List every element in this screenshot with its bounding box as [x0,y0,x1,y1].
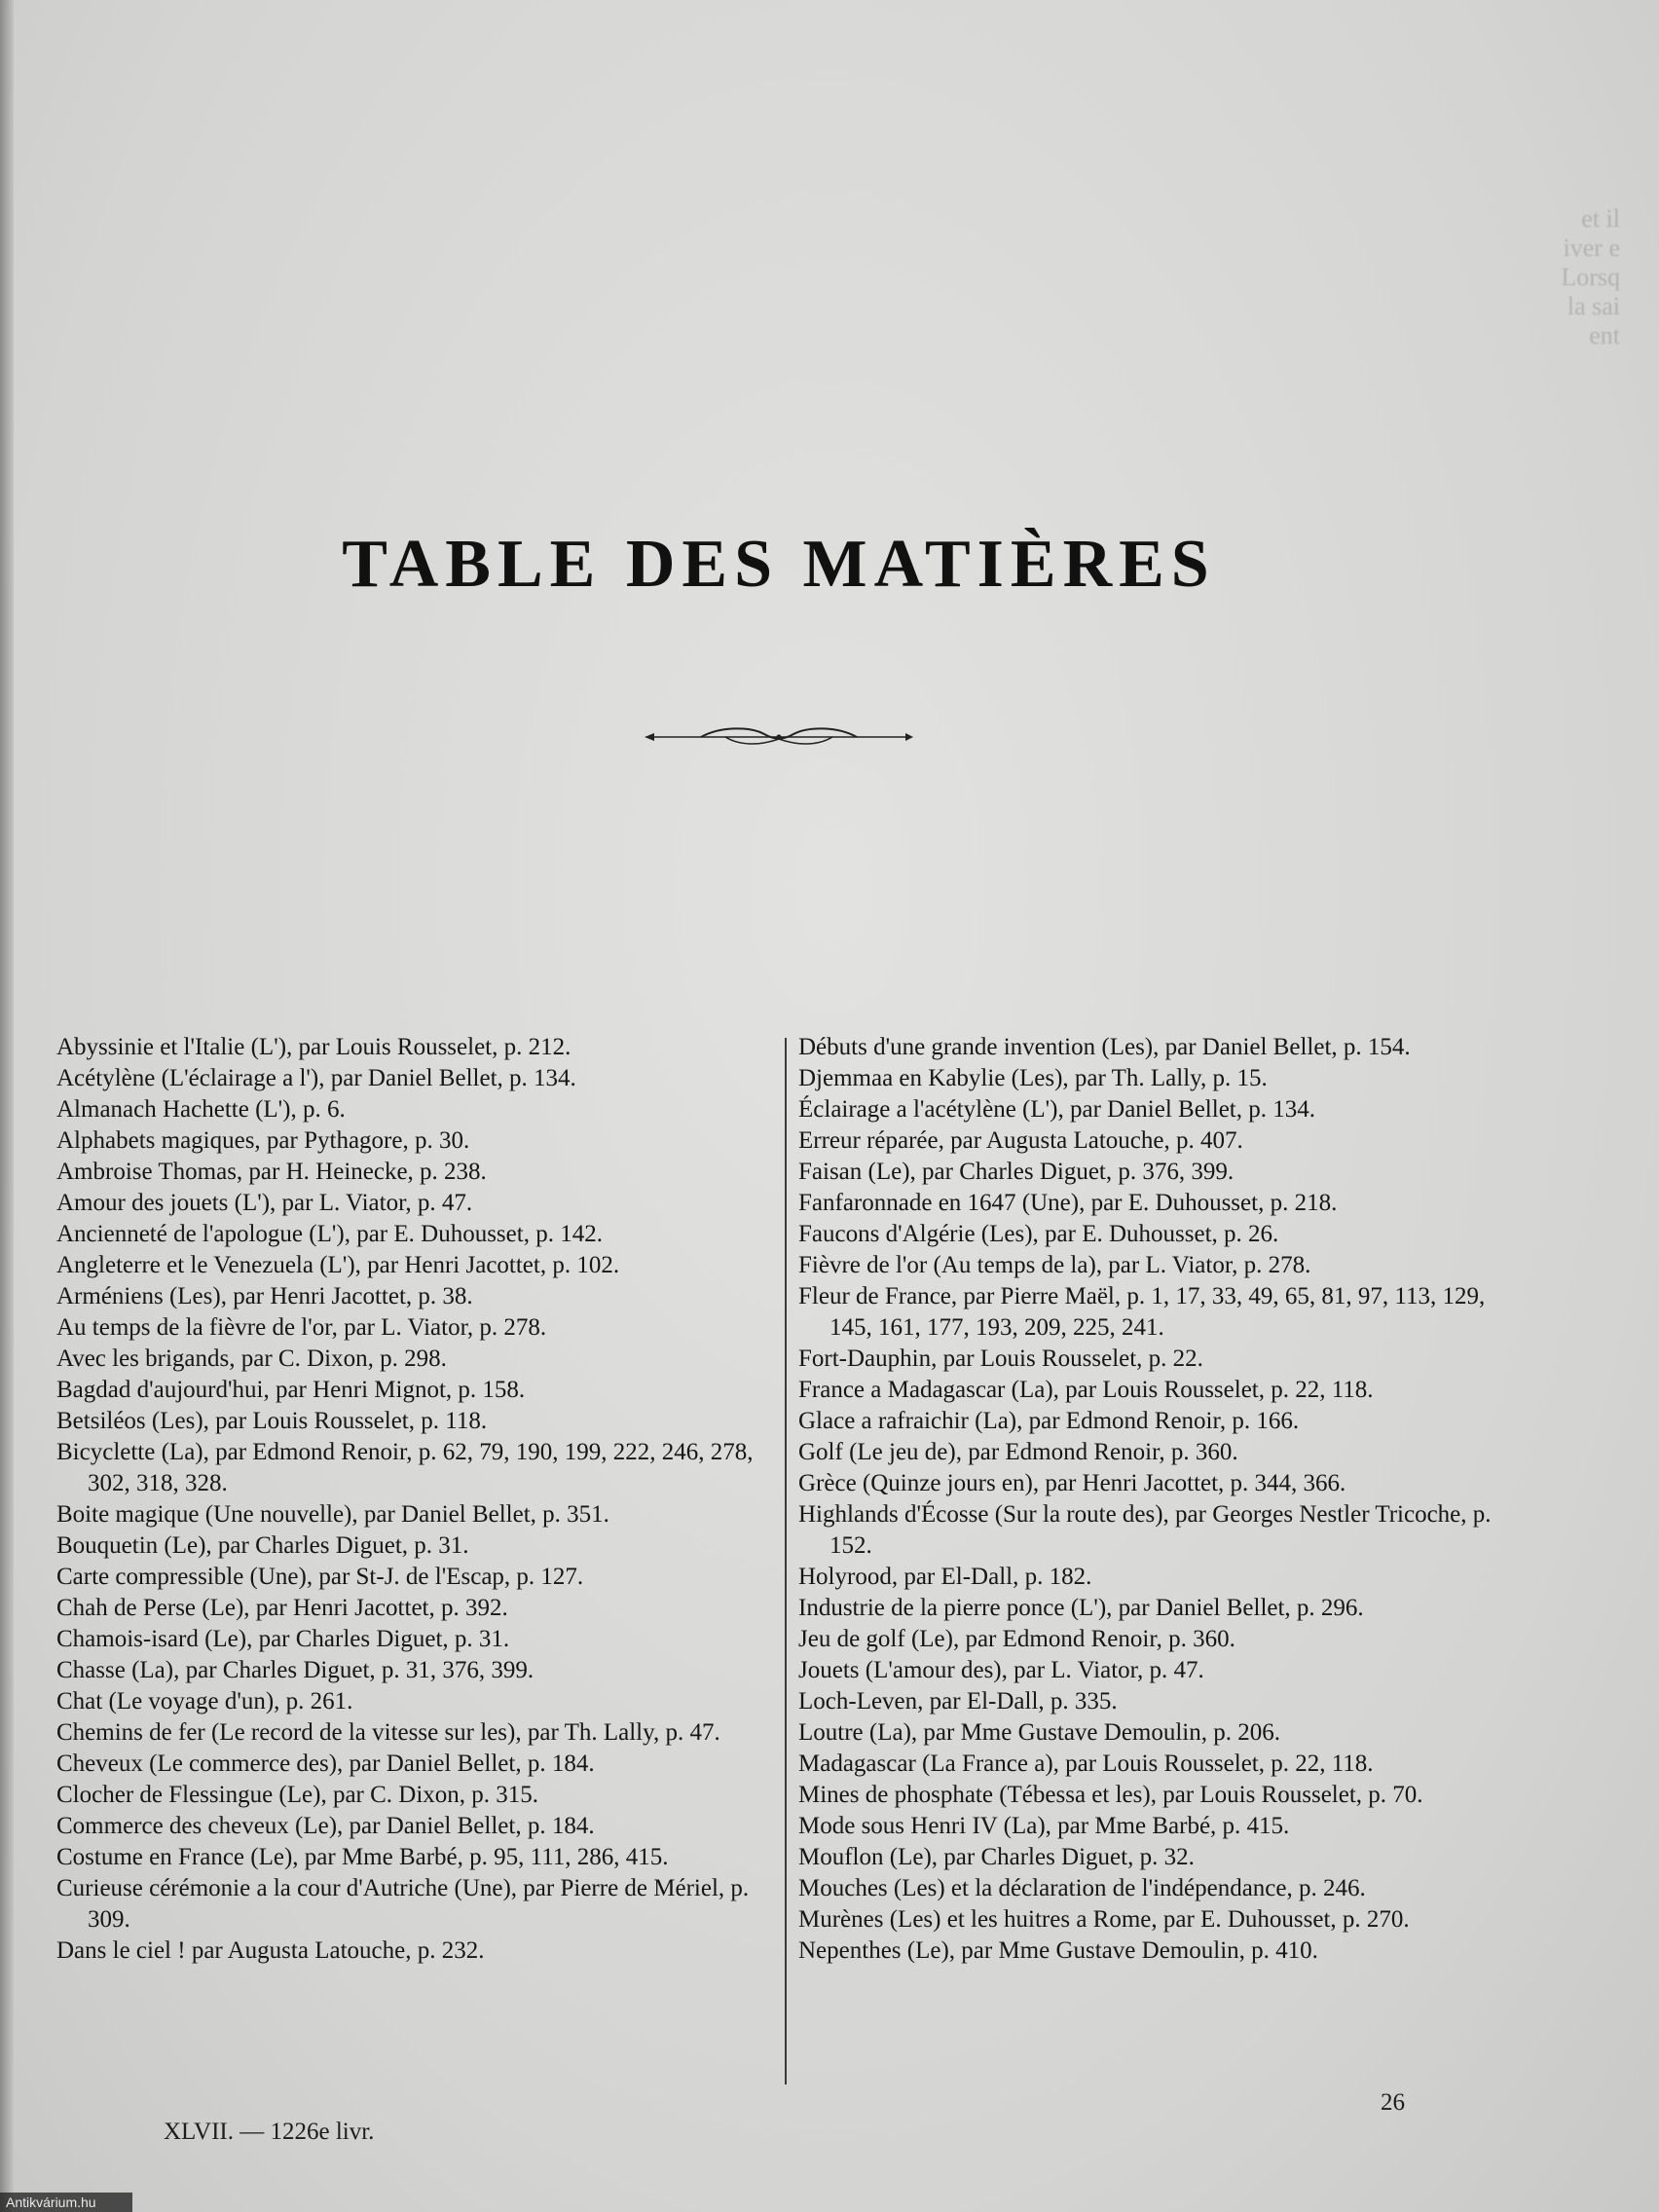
toc-entry: Costume en France (Le), par Mme Barbé, p. 95, 111, 286, 415. [56,1844,669,1870]
toc-entry: Alphabets magiques, par Pythagore, p. 30. [56,1127,470,1154]
toc-entry: Loch-Leven, par El-Dall, p. 335. [798,1688,1118,1714]
toc-entry: Chat (Le voyage d'un), p. 261. [56,1688,353,1714]
toc-entry: Nepenthes (Le), par Mme Gustave Demoulin, p. 410. [798,1937,1318,1964]
toc-entry: Boite magique (Une nouvelle), par Daniel Bellet, p. 351. [56,1501,609,1528]
toc-entry: Glace a rafraichir (La), par Edmond Renoir, p. 166. [798,1408,1300,1434]
toc-entry: Abyssinie et l'Italie (L'), par Louis Rousselet, p. 212. [56,1034,571,1060]
toc-entry: Cheveux (Le commerce des), par Daniel Bellet, p. 184. [56,1751,595,1777]
toc-column-left [56,1032,772,1967]
toc-entry: Mouflon (Le), par Charles Diguet, p. 32. [798,1844,1195,1870]
bleed-line: Lorsq [1561,263,1620,291]
toc-entry: Industrie de la pierre ponce (L'), par Daniel Bellet, p. 296. [798,1595,1364,1621]
bleed-line: iver e [1563,234,1620,262]
column-divider [785,1038,787,2084]
toc-entry: Mines de phosphate (Tébessa et les), par Louis Rousselet, p. 70. [798,1782,1423,1808]
toc-entry: Bagdad d'aujourd'hui, par Henri Mignot, p. 158. [56,1377,526,1403]
toc-entry: Jeu de golf (Le), par Edmond Renoir, p. 360. [798,1626,1235,1652]
toc-entry: Faucons d'Algérie (Les), par E. Duhousset, p. 26. [798,1221,1279,1247]
toc-entry: Fleur de France, par Pierre Maël, p. 1, 17, 33, 49, 65, 81, 97, 113, 129, 145, 161, 177, 193, 209, 225, 241. [798,1283,1486,1341]
page-title: TABLE DES MATIÈRES [342,527,1216,602]
page-edge-shadow [0,0,14,2212]
toc-entry: Loutre (La), par Mme Gustave Demoulin, p. 206. [798,1719,1281,1746]
toc-entry: Débuts d'une grande invention (Les), par Daniel Bellet, p. 154. [798,1034,1411,1060]
title-ornament-icon [643,722,915,752]
toc-entry: Commerce des cheveux (Le), par Daniel Bellet, p. 184. [56,1813,595,1839]
toc-entry: Erreur réparée, par Augusta Latouche, p. 407. [798,1127,1243,1154]
toc-entry: Madagascar (La France a), par Louis Rousselet, p. 22, 118. [798,1751,1374,1777]
toc-entry: Au temps de la fièvre de l'or, par L. Viator, p. 278. [56,1314,547,1341]
toc-entry: Fièvre de l'or (Au temps de la), par L. Viator, p. 278. [798,1252,1311,1278]
toc-entry: Ancienneté de l'apologue (L'), par E. Duhousset, p. 142. [56,1221,603,1247]
bleed-line: la sai [1567,292,1620,320]
toc-entry: Almanach Hachette (L'), p. 6. [56,1096,346,1123]
toc-entry: Dans le ciel ! par Augusta Latouche, p. 232. [56,1937,485,1964]
toc-entry: Bouquetin (Le), par Charles Diguet, p. 31. [56,1532,469,1559]
toc-entry: Jouets (L'amour des), par L. Viator, p. 47. [798,1657,1204,1683]
toc-column-right [798,1032,1519,1967]
toc-entry: Faisan (Le), par Charles Diguet, p. 376, 399. [798,1159,1235,1185]
toc-entry: Holyrood, par El-Dall, p. 182. [798,1564,1092,1590]
toc-entry: Arméniens (Les), par Henri Jacottet, p. 38. [56,1283,473,1309]
bleed-line: et il [1581,204,1620,233]
toc-entry: Ambroise Thomas, par H. Heinecke, p. 238. [56,1159,487,1185]
toc-entry: Curieuse cérémonie a la cour d'Autriche (Une), par Pierre de Mériel, p. 309. [56,1875,750,1933]
toc-entry: Fanfaronnade en 1647 (Une), par E. Duhousset, p. 218. [798,1190,1338,1216]
toc-entry: Betsiléos (Les), par Louis Rousselet, p. 118. [56,1408,488,1434]
toc-entry: Highlands d'Écosse (Sur la route des), par Georges Nestler Tricoche, p. 152. [798,1501,1492,1559]
watermark: Antikvárium.hu [0,2193,132,2212]
toc-entry: Chamois-isard (Le), par Charles Diguet, p. 31. [56,1626,510,1652]
toc-entry: Avec les brigands, par C. Dixon, p. 298. [56,1346,447,1372]
bleed-line: ent [1589,321,1620,350]
toc-entry: France a Madagascar (La), par Louis Rousselet, p. 22, 118. [798,1377,1374,1403]
page-number: 26 [1381,2089,1405,2116]
toc-entry: Mode sous Henri IV (La), par Mme Barbé, p. 415. [798,1813,1290,1839]
toc-entry: Bicyclette (La), par Edmond Renoir, p. 62, 79, 190, 199, 222, 246, 278, 302, 318, 328. [56,1439,754,1496]
toc-entry: Grèce (Quinze jours en), par Henri Jacottet, p. 344, 366. [798,1470,1346,1496]
toc-entry: Chah de Perse (Le), par Henri Jacottet, p. 392. [56,1595,508,1621]
toc-entry: Amour des jouets (L'), par L. Viator, p. 47. [56,1190,473,1216]
toc-entry: Clocher de Flessingue (Le), par C. Dixon, p. 315. [56,1782,539,1808]
toc-entry: Djemmaa en Kabylie (Les), par Th. Lally, p. 15. [798,1065,1268,1091]
toc-entry: Murènes (Les) et les huitres a Rome, par E. Duhousset, p. 270. [798,1906,1410,1933]
folio-signature: XLVII. — 1226e livr. [164,2119,375,2145]
toc-entry: Acétylène (L'éclairage a l'), par Daniel Bellet, p. 134. [56,1065,576,1091]
bleed-through-text [1396,204,1620,350]
toc-entry: Angleterre et le Venezuela (L'), par Henri Jacottet, p. 102. [56,1252,620,1278]
toc-entry: Carte compressible (Une), par St-J. de l'Escap, p. 127. [56,1564,584,1590]
toc-entry: Chemins de fer (Le record de la vitesse sur les), par Th. Lally, p. 47. [56,1719,720,1746]
toc-entry: Fort-Dauphin, par Louis Rousselet, p. 22. [798,1346,1203,1372]
toc-entry: Chasse (La), par Charles Diguet, p. 31, 376, 399. [56,1657,535,1683]
toc-entry: Golf (Le jeu de), par Edmond Renoir, p. 360. [798,1439,1238,1465]
toc-entry: Éclairage a l'acétylène (L'), par Daniel Bellet, p. 134. [798,1096,1315,1123]
toc-entry: Mouches (Les) et la déclaration de l'indépendance, p. 246. [798,1875,1366,1901]
